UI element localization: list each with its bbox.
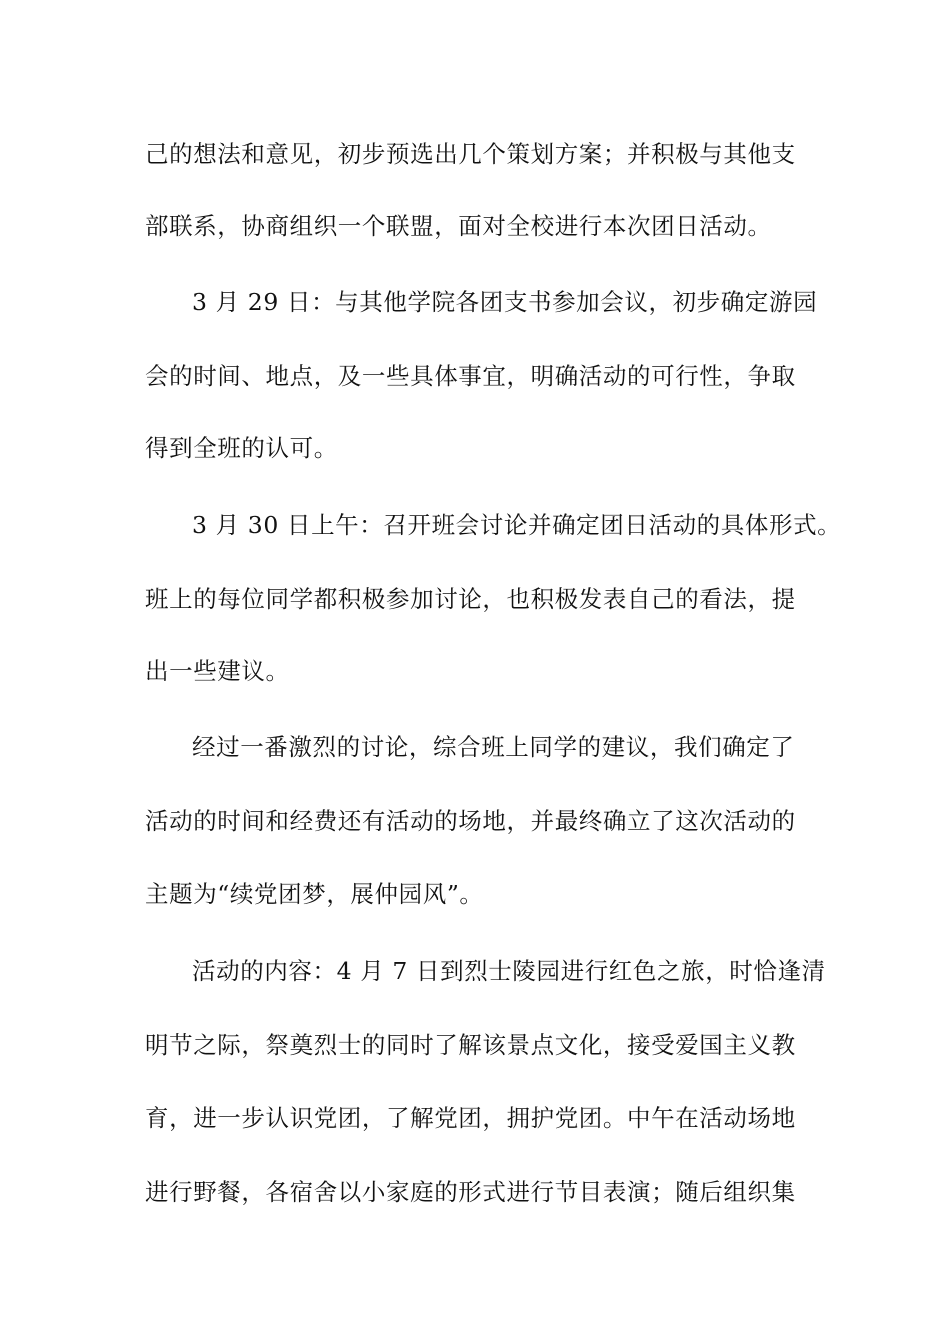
text-line: 明节之际，祭奠烈士的同时了解该景点文化，接受爱国主义教 [145,1031,796,1059]
text-line: 活动的内容：4 月 7 日到烈士陵园进行红色之旅，时恰逢清 [192,957,826,985]
text-line: 出一些建议。 [145,657,290,685]
text-line: 主题为“续党团梦，展仲园风”。 [145,880,484,908]
text-line: 班上的每位同学都积极参加讨论，也积极发表自己的看法，提 [145,585,796,613]
text-line: 己的想法和意见，初步预选出几个策划方案；并积极与其他支 [145,140,796,168]
text-line: 活动的时间和经费还有活动的场地，并最终确立了这次活动的 [145,807,796,835]
text-line: 经过一番激烈的讨论，综合班上同学的建议，我们确定了 [192,733,795,761]
text-line: 会的时间、地点，及一些具体事宜，明确活动的可行性，争取 [145,362,796,390]
text-line: 部联系，协商组织一个联盟，面对全校进行本次团日活动。 [145,212,772,240]
text-line: 3 月 29 日：与其他学院各团支书参加会议，初步确定游园 [192,288,818,316]
text-line: 育，进一步认识党团，了解党团，拥护党团。中午在活动场地 [145,1104,796,1132]
text-line: 进行野餐，各宿舍以小家庭的形式进行节目表演；随后组织集 [145,1178,796,1206]
text-line: 得到全班的认可。 [145,434,338,462]
text-line: 3 月 30 日上午：召开班会讨论并确定团日活动的具体形式。 [192,511,842,539]
